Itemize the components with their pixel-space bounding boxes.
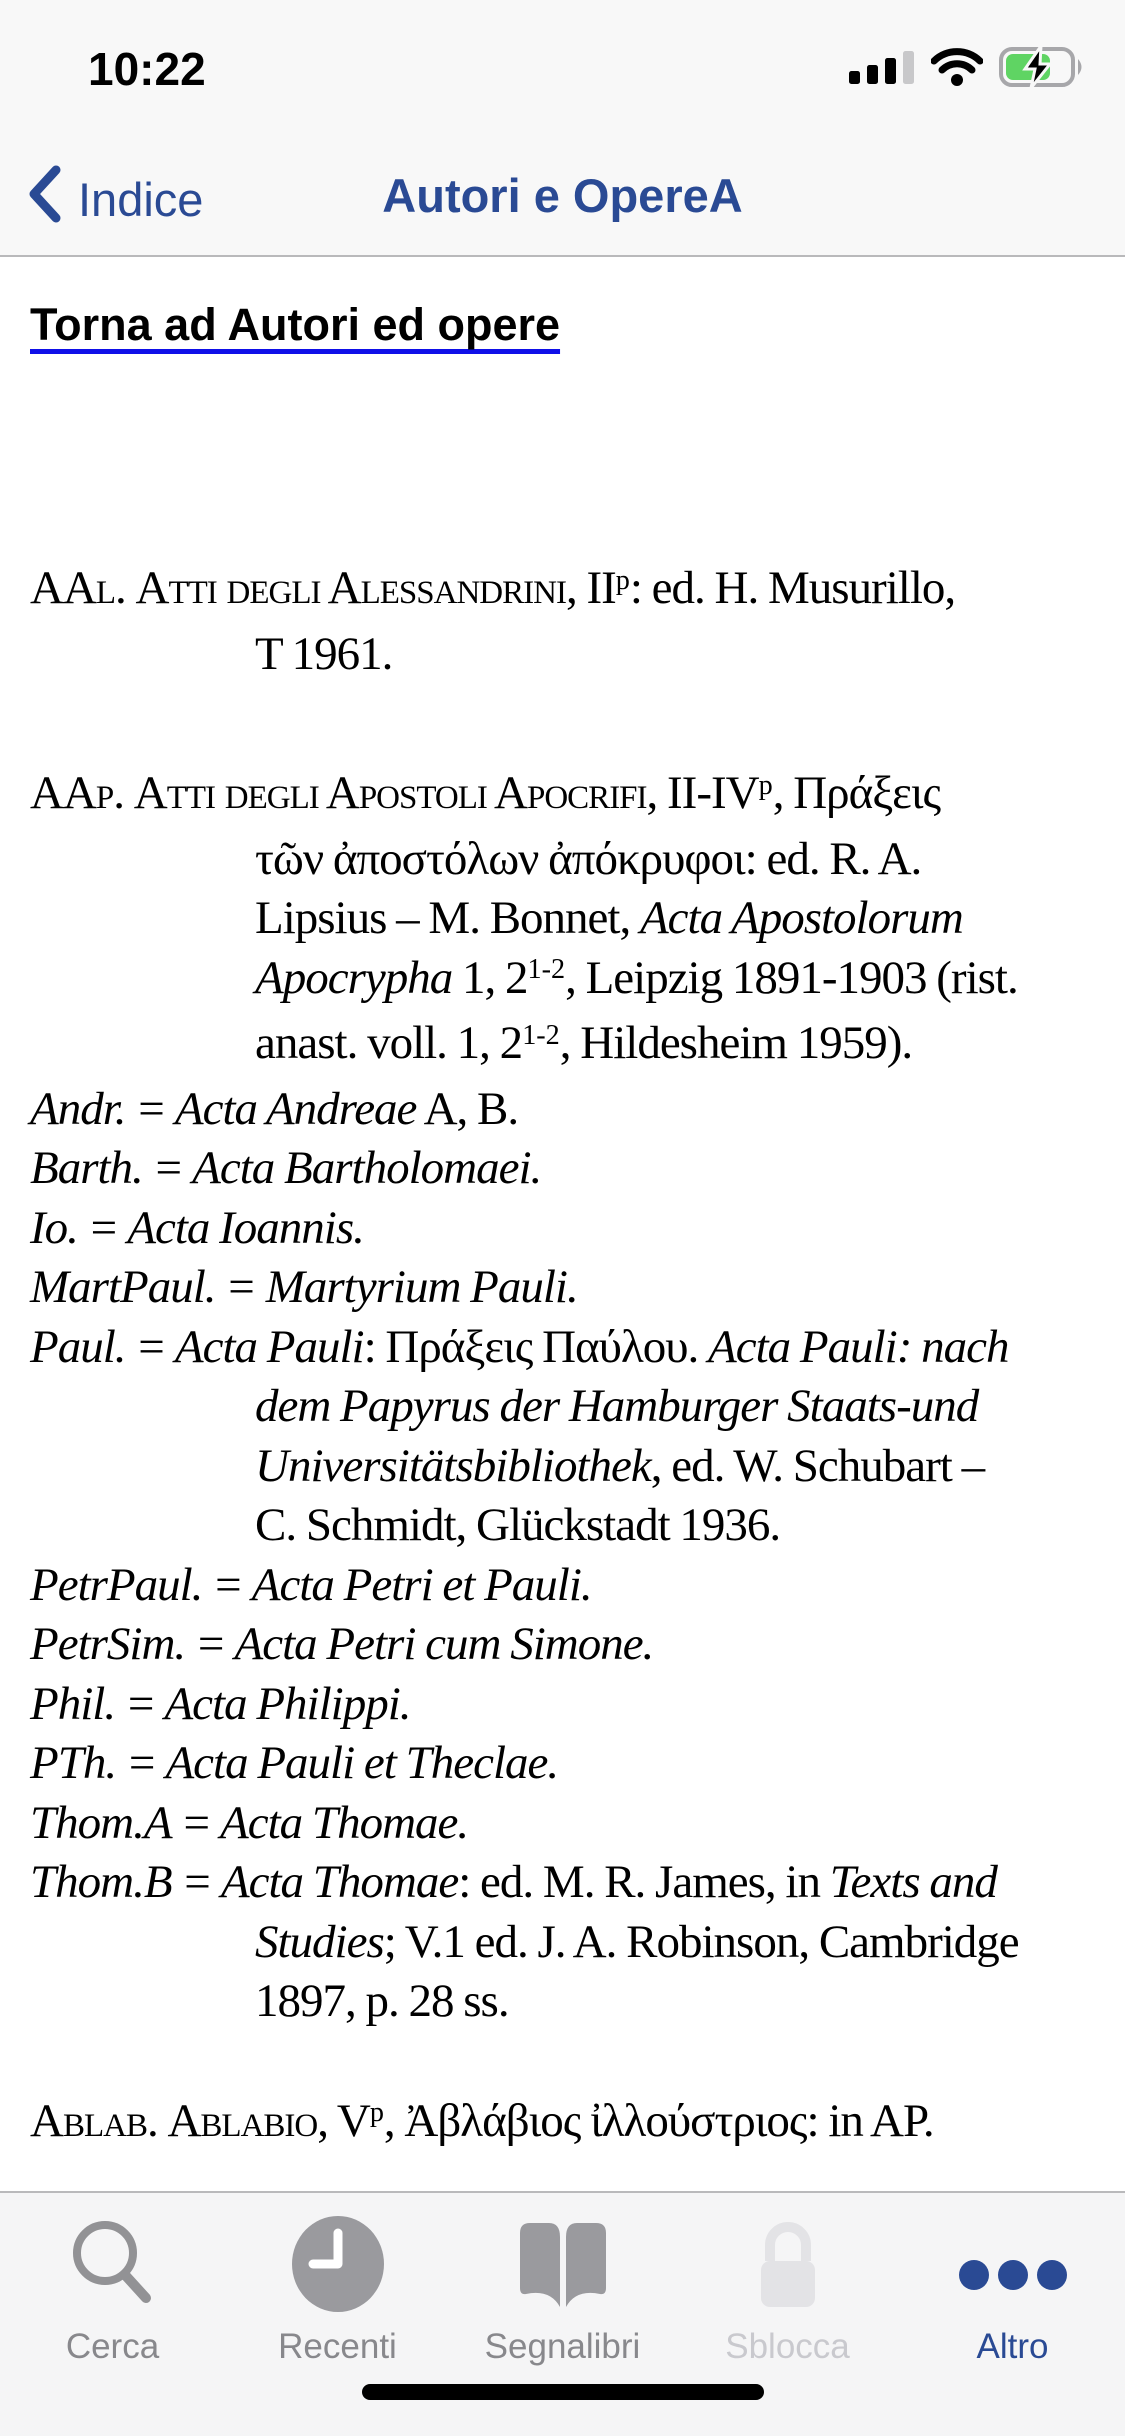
tab-label: Altro xyxy=(976,2327,1049,2366)
open-book-icon xyxy=(513,2215,613,2313)
bib-entry-petrpaul: PetrPaul. = Acta Petri et Pauli. xyxy=(30,1558,592,1611)
chevron-left-icon xyxy=(26,164,62,235)
tab-cerca[interactable] xyxy=(0,2193,225,2436)
bib-entry-ablab: Ablab. Ablabio, $V^p$, Ἀβλάβιος ἰλλούστριος: in AP. xyxy=(30,2094,934,2147)
home-indicator[interactable] xyxy=(362,2384,764,2400)
lock-icon xyxy=(752,2215,824,2313)
page-title: Autori e OpereA xyxy=(382,169,743,222)
tab-label: Recenti xyxy=(278,2327,397,2366)
bib-entry-pth: PTh. = Acta Pauli et Theclae. xyxy=(30,1737,559,1789)
bib-entry-paul: Paul. = Acta Pauli: Πράξεις Παύλου. Acta Pauli: nach dem Papyrus der Hamburger Staats-und Universitätsbibliothek, ed. W. Schubart – C. Schmidt, Glückstadt 1936. xyxy=(30,1320,1009,1551)
bib-entry-thoma: Thom.A = Acta Thomae. xyxy=(30,1796,469,1849)
tab-altro[interactable] xyxy=(900,2193,1125,2436)
bib-entry-thomb: Thom.B = Acta Thomae: ed. M. R. James, in Texts and Studies; V.1 ed. J. A. Robinson, Cambridge 1897, p. 28 ss. xyxy=(30,1856,1019,2027)
search-icon xyxy=(67,2215,159,2313)
bib-entry-aap: AAp. Atti degli Apostoli Apocrifi, $II-IV^p$, Πράξεις τῶν ἀποστόλων ἀπόκρυφοι: ed. R. A. Lipsius – M. Bonnet, Acta Apostolorum Apocrypha 1, 2$^{1-2}$, Leipzig 1891-1903 (rist. anast. voll. 1, 2$^{1-2}$, Hildesheim 1959). xyxy=(30,767,1018,1069)
clock-icon xyxy=(290,2215,386,2313)
status-icons xyxy=(849,46,1085,93)
tab-label: Segnalibri xyxy=(484,2327,641,2366)
bib-entry-aal: AAl. Atti degli Alessandrini, $II^p$: ed. H. Musurillo, T 1961. xyxy=(30,562,956,680)
bib-entry-phil: Phil. = Acta Philippi. xyxy=(30,1677,411,1730)
tab-label: Cerca xyxy=(65,2327,160,2366)
return-link[interactable]: Torna ad Autori ed opere xyxy=(30,299,561,350)
bibliography xyxy=(30,559,1105,2157)
status-time: 10:22 xyxy=(88,43,206,95)
bib-entry-io: Io. = Acta Ioannis. xyxy=(30,1201,364,1254)
header xyxy=(0,0,1125,257)
back-button[interactable] xyxy=(26,164,203,235)
back-button-label: Indice xyxy=(78,173,204,226)
bib-entry-martpaul: MartPaul. = Martyrium Pauli. xyxy=(30,1261,578,1313)
wifi-icon xyxy=(931,48,983,91)
battery-charging-icon xyxy=(999,46,1085,93)
bib-entry-petrsim: PetrSim. = Acta Petri cum Simone. xyxy=(30,1618,654,1670)
bib-entry-barth: Barth. = Acta Bartholomaei. xyxy=(30,1142,542,1194)
cellular-signal-icon xyxy=(849,50,915,89)
ellipsis-icon xyxy=(954,2215,1072,2313)
content-area[interactable] xyxy=(0,257,1125,2189)
tab-label: Sblocca xyxy=(725,2327,850,2366)
bib-entry-andr: Andr. = Acta Andreae A, B. xyxy=(30,1082,519,1135)
